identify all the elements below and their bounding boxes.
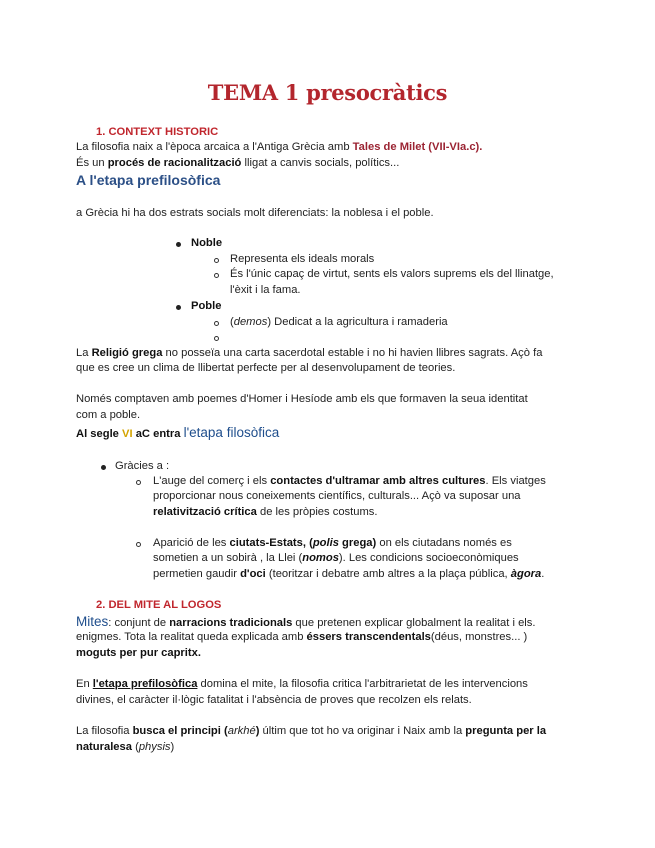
bullet-icon	[176, 305, 181, 310]
bullet-icon	[176, 242, 181, 247]
circle-bullet-icon	[214, 336, 219, 341]
paragraph-line: En l'etapa prefilosòfica domina el mite, la filosofia critica l'arbitrarietat de les intervencions	[76, 678, 528, 690]
circle-bullet-icon	[136, 542, 141, 547]
circle-bullet-icon	[214, 321, 219, 326]
list-item-noble: Noble	[191, 237, 223, 249]
bullet-icon	[101, 465, 106, 470]
list-item-continuation: sometien a un sobirà , la Llei (nomos). Les condicions socioeconòmiques	[153, 552, 519, 564]
paragraph-line: com a poble.	[76, 409, 141, 421]
list-item: Representa els ideals morals	[230, 253, 375, 265]
paragraph-line: La filosofia naix a l'època arcaica a l'Antiga Grècia amb Tales de Milet (VII-VIa.c).	[76, 141, 483, 153]
paragraph-line: enigmes. Tota la realitat queda explicada amb éssers transcendentals(déus, monstres... )	[76, 631, 528, 643]
paragraph-line: divines, el caràcter il·lògic fatalitat i l'absència de proves que recolzen els relats.	[76, 694, 472, 706]
list-item-continuation: l'èxit i la fama.	[230, 284, 301, 296]
list-item-continuation: proporcionar nous coneixements científics, culturals... Açò va suposar una	[153, 490, 521, 502]
paragraph-line: naturalesa (physis)	[76, 741, 175, 753]
list-item: És l'únic capaç de virtut, sents els valors suprems els del llinatge,	[230, 268, 554, 280]
paragraph-line: moguts per pur capritx.	[76, 647, 201, 659]
list-item: Aparició de les ciutats-Estats, (polis grega) on els ciutadans només es	[153, 537, 512, 549]
page-title: TEMA 1 presocràtics	[207, 80, 448, 105]
paragraph-line: a Grècia hi ha dos estrats socials molt diferenciats: la noblesa i el poble.	[76, 207, 434, 219]
list-item-continuation: relativització crítica de les pròpies costums.	[153, 506, 378, 518]
subheading-etapa-filosofica: Al segle VI aC entra l'etapa filosòfica	[76, 425, 280, 440]
list-item: L'auge del comerç i els contactes d'ultramar amb altres cultures. Els viatges	[153, 475, 546, 487]
subheading-prefilosofica: A l'etapa prefilosòfica	[76, 172, 221, 188]
list-item: (demos) Dedicat a la agricultura i ramaderia	[230, 316, 448, 328]
section-heading-context: 1. CONTEXT HISTORIC	[96, 126, 219, 138]
circle-bullet-icon	[214, 258, 219, 263]
circle-bullet-icon	[214, 273, 219, 278]
section-heading-mite-logos: 2. DEL MITE AL LOGOS	[96, 599, 222, 611]
list-item-continuation: permetien gaudir d'oci (teoritzar i debatre amb altres a la plaça pública, àgora.	[153, 568, 545, 580]
paragraph-line: La filosofia busca el principi (arkhé) últim que tot ho va originar i Naix amb la pregunta per la	[76, 725, 547, 737]
paragraph-line: que es cree un clima de llibertat perfecte per al desenvolupament de teories.	[76, 362, 456, 374]
list-item-gracies: Gràcies a :	[115, 460, 170, 472]
list-item-poble: Poble	[191, 300, 222, 312]
paragraph-line: La Religió grega no posseïa una carta sacerdotal estable i no hi havien llibres sagrats. Açò fa	[76, 347, 543, 359]
paragraph-line: És un procés de racionalització lligat a canvis socials, polítics...	[76, 157, 400, 169]
paragraph-line: Només comptaven amb poemes d'Homer i Hesíode amb els que formaven la seua identitat	[76, 393, 528, 405]
paragraph-line: Mites: conjunt de narracions tradicionals que pretenen explicar globalment la realitat i els.	[76, 614, 536, 629]
circle-bullet-icon	[136, 480, 141, 485]
